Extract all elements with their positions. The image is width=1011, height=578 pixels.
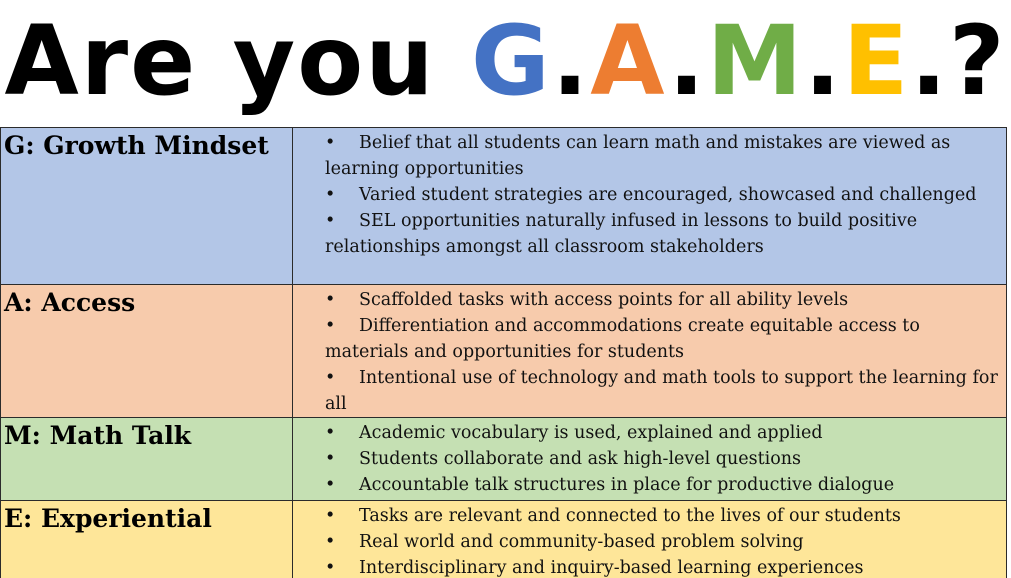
row-label: G: Growth Mindset bbox=[1, 128, 293, 285]
table-row-access bbox=[1, 285, 1007, 418]
list-item-text: Students collaborate and ask high-level questions bbox=[359, 449, 802, 469]
bullet-icon: • bbox=[325, 558, 336, 578]
list-item-text: Scaffolded tasks with access points for all ability levels bbox=[359, 290, 849, 310]
row-bullets bbox=[293, 128, 1007, 285]
list-item-text: SEL opportunities naturally infused in lessons to build positive relationships amongst all classroom stakeholders bbox=[325, 211, 918, 257]
list-item bbox=[325, 313, 1002, 365]
title-dot: . bbox=[551, 5, 591, 117]
row-bullets bbox=[293, 501, 1007, 578]
bullet-icon: • bbox=[325, 185, 336, 205]
row-label: A: Access bbox=[1, 285, 293, 418]
list-item-text: Belief that all students can learn math and mistakes are viewed as learning opportunities bbox=[325, 133, 951, 179]
title-dot: . bbox=[910, 5, 949, 117]
list-item bbox=[325, 472, 1002, 498]
bullet-icon: • bbox=[325, 290, 336, 310]
bullet-icon: • bbox=[325, 316, 336, 336]
list-item bbox=[325, 287, 1002, 313]
title-letter-m: M bbox=[706, 5, 805, 117]
list-item bbox=[325, 555, 1002, 578]
bullet-icon: • bbox=[325, 423, 336, 443]
table-row-math-talk bbox=[1, 418, 1007, 501]
list-item-text: Differentiation and accommodations create equitable access to materials and opportunities for students bbox=[325, 316, 920, 362]
list-item-text: Tasks are relevant and connected to the lives of our students bbox=[359, 506, 901, 526]
list-item bbox=[325, 503, 1002, 529]
page-title bbox=[0, 2, 1011, 120]
list-item-text: Intentional use of technology and math tools to support the learning for all bbox=[325, 368, 998, 414]
title-letter-g: G bbox=[470, 5, 552, 117]
list-item bbox=[325, 208, 1002, 260]
row-label: E: Experiential bbox=[1, 501, 293, 578]
title-dot: . bbox=[668, 5, 707, 117]
bullet-icon: • bbox=[325, 368, 336, 388]
bullet-icon: • bbox=[325, 506, 336, 526]
list-item-text: Real world and community-based problem solving bbox=[359, 532, 804, 552]
list-item bbox=[325, 420, 1002, 446]
bullet-list bbox=[325, 503, 1002, 578]
list-item-text: Accountable talk structures in place for productive dialogue bbox=[359, 475, 895, 495]
title-letter-a: A bbox=[590, 5, 669, 117]
table-row-experiential bbox=[1, 501, 1007, 578]
list-item bbox=[325, 529, 1002, 555]
bullet-icon: • bbox=[325, 211, 336, 231]
game-table bbox=[0, 127, 1007, 578]
table-row-growth-mindset bbox=[1, 128, 1007, 285]
bullet-icon: • bbox=[325, 133, 336, 153]
list-item-text: Varied student strategies are encouraged, showcased and challenged bbox=[359, 185, 977, 205]
title-letter-e: E bbox=[842, 5, 911, 117]
bullet-icon: • bbox=[325, 475, 336, 495]
list-item bbox=[325, 446, 1002, 472]
list-item-text: Academic vocabulary is used, explained and applied bbox=[359, 423, 823, 443]
bullet-list bbox=[325, 130, 1002, 260]
title-prefix: Are you bbox=[4, 5, 471, 117]
bullet-list bbox=[325, 287, 1002, 417]
list-item-text: Interdisciplinary and inquiry-based learning experiences bbox=[359, 558, 864, 578]
row-bullets bbox=[293, 418, 1007, 501]
row-bullets bbox=[293, 285, 1007, 418]
row-label: M: Math Talk bbox=[1, 418, 293, 501]
list-item bbox=[325, 182, 1002, 208]
bullet-icon: • bbox=[325, 449, 336, 469]
title-question-mark: ? bbox=[948, 5, 1007, 117]
title-dot: . bbox=[804, 5, 843, 117]
list-item bbox=[325, 365, 1002, 417]
bullet-icon: • bbox=[325, 532, 336, 552]
list-item bbox=[325, 130, 1002, 182]
bullet-list bbox=[325, 420, 1002, 498]
